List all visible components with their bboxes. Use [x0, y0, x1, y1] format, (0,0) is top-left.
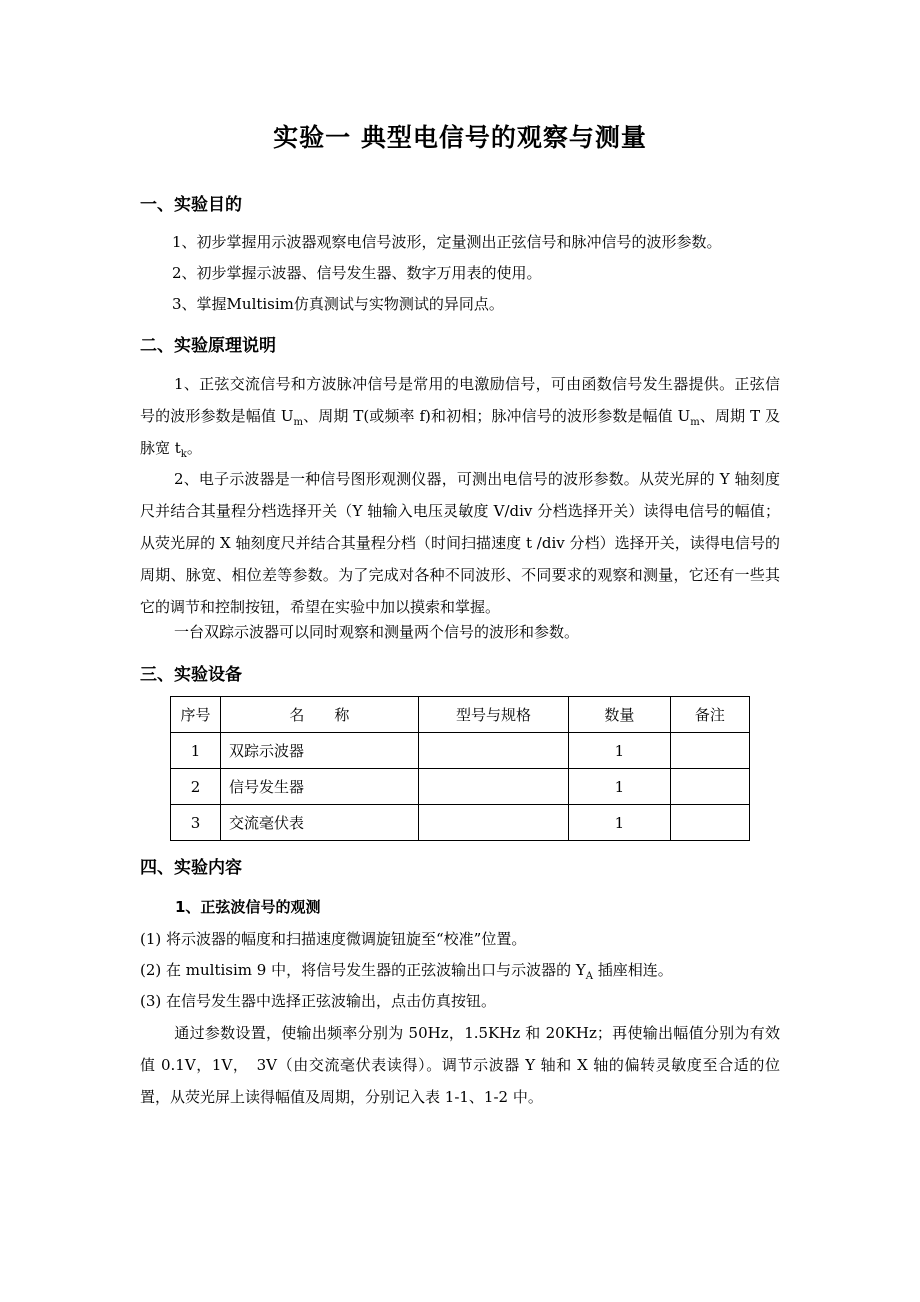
cell-no: 3 — [171, 805, 221, 841]
header-qty: 数量 — [569, 697, 671, 733]
principle-p1-sub3: k — [180, 449, 187, 460]
principle-paragraph-2 — [140, 463, 780, 623]
section-heading-principle: 二、实验原理说明 — [140, 336, 276, 356]
principle-paragraph-1 — [140, 368, 780, 464]
cell-name: 交流毫伏表 — [221, 805, 419, 841]
document-title: 实验一 典型电信号的观察与测量 — [273, 123, 647, 152]
step-2-text-a: (2) 在 multisim 9 中，将信号发生器的正弦波输出口与示波器的 Y — [140, 961, 586, 979]
principle-p1-d: 。 — [186, 439, 202, 457]
step-2-sub: A — [585, 971, 593, 982]
step-3: (3) 在信号发生器中选择正弦波输出，点击仿真按钮。 — [140, 992, 497, 1010]
step-1: (1) 将示波器的幅度和扫描速度微调旋钮旋至“校准”位置。 — [140, 930, 527, 948]
table-header-row — [171, 697, 750, 733]
equipment-table — [170, 696, 750, 841]
cell-no: 1 — [171, 733, 221, 769]
principle-paragraph-3 — [140, 616, 780, 648]
cell-name: 双踪示波器 — [221, 733, 419, 769]
cell-note — [670, 805, 749, 841]
section-heading-content: 四、实验内容 — [140, 858, 242, 878]
cell-qty: 1 — [569, 733, 671, 769]
content-final-text: 通过参数设置，使输出频率分别为 50Hz，1.5KHz 和 20KHz；再使输出幅值分别为有效值 0.1V，1V， 3V（由交流毫伏表读得）。调节示波器 Y 轴和 X 轴的偏转灵敏度至合适的位置，从荧光屏上读得幅值及周期，分别记入表 1-1、1-2 中。 — [140, 1024, 780, 1106]
table-row — [171, 805, 750, 841]
table-row — [171, 769, 750, 805]
cell-spec — [418, 805, 568, 841]
step-2-text-b: 插座相连。 — [593, 961, 673, 979]
subsection-sine-observation: 1、正弦波信号的观测 — [175, 898, 321, 916]
cell-name: 信号发生器 — [221, 769, 419, 805]
principle-p1-c: 、周期 T 及脉宽 t — [140, 407, 780, 457]
header-spec: 型号与规格 — [418, 697, 568, 733]
cell-qty: 1 — [569, 769, 671, 805]
purpose-item-2: 2、初步掌握示波器、信号发生器、数字万用表的使用。 — [172, 264, 542, 282]
content-paragraph-final — [140, 1017, 780, 1113]
principle-p1-sub2: m — [690, 417, 700, 428]
purpose-item-1: 1、初步掌握用示波器观察电信号波形，定量测出正弦信号和脉冲信号的波形参数。 — [172, 233, 722, 251]
header-note: 备注 — [670, 697, 749, 733]
principle-p2-text: 2、电子示波器是一种信号图形观测仪器，可测出电信号的波形参数。从荧光屏的 Y 轴刻度尺并结合其量程分档选择开关（Y 轴输入电压灵敏度 V/div 分档选择开关）读得电信号的幅值；从荧光屏的 X 轴刻度尺并结合其量程分档（时间扫描速度 t /div 分档）选择开关，读得电信号的周期、脉宽、相位差等参数。为了完成对各种不同波形、不同要求的观察和测量，它还有一些其它的调节和控制按钮，希望在实验中加以摸索和掌握。 — [140, 470, 780, 616]
principle-p3-text: 一台双踪示波器可以同时观察和测量两个信号的波形和参数。 — [174, 623, 580, 641]
cell-no: 2 — [171, 769, 221, 805]
header-name: 名 称 — [221, 697, 419, 733]
header-no: 序号 — [171, 697, 221, 733]
purpose-item-3: 3、掌握Multisim仿真测试与实物测试的异同点。 — [172, 295, 504, 313]
section-heading-equipment: 三、实验设备 — [140, 665, 242, 685]
step-2 — [140, 960, 780, 980]
cell-spec — [418, 769, 568, 805]
cell-note — [670, 769, 749, 805]
principle-p1-a: 1、正弦交流信号和方波脉冲信号是常用的电激励信号，可由函数信号发生器提供。正弦信号的波形参数是幅值 U — [140, 375, 780, 425]
principle-p1-sub1: m — [293, 417, 303, 428]
table-row — [171, 733, 750, 769]
section-heading-purpose: 一、实验目的 — [140, 195, 242, 215]
cell-note — [670, 733, 749, 769]
principle-p1-b: 、周期 T(或频率 f)和初相；脉冲信号的波形参数是幅值 U — [303, 407, 691, 425]
cell-qty: 1 — [569, 805, 671, 841]
cell-spec — [418, 733, 568, 769]
